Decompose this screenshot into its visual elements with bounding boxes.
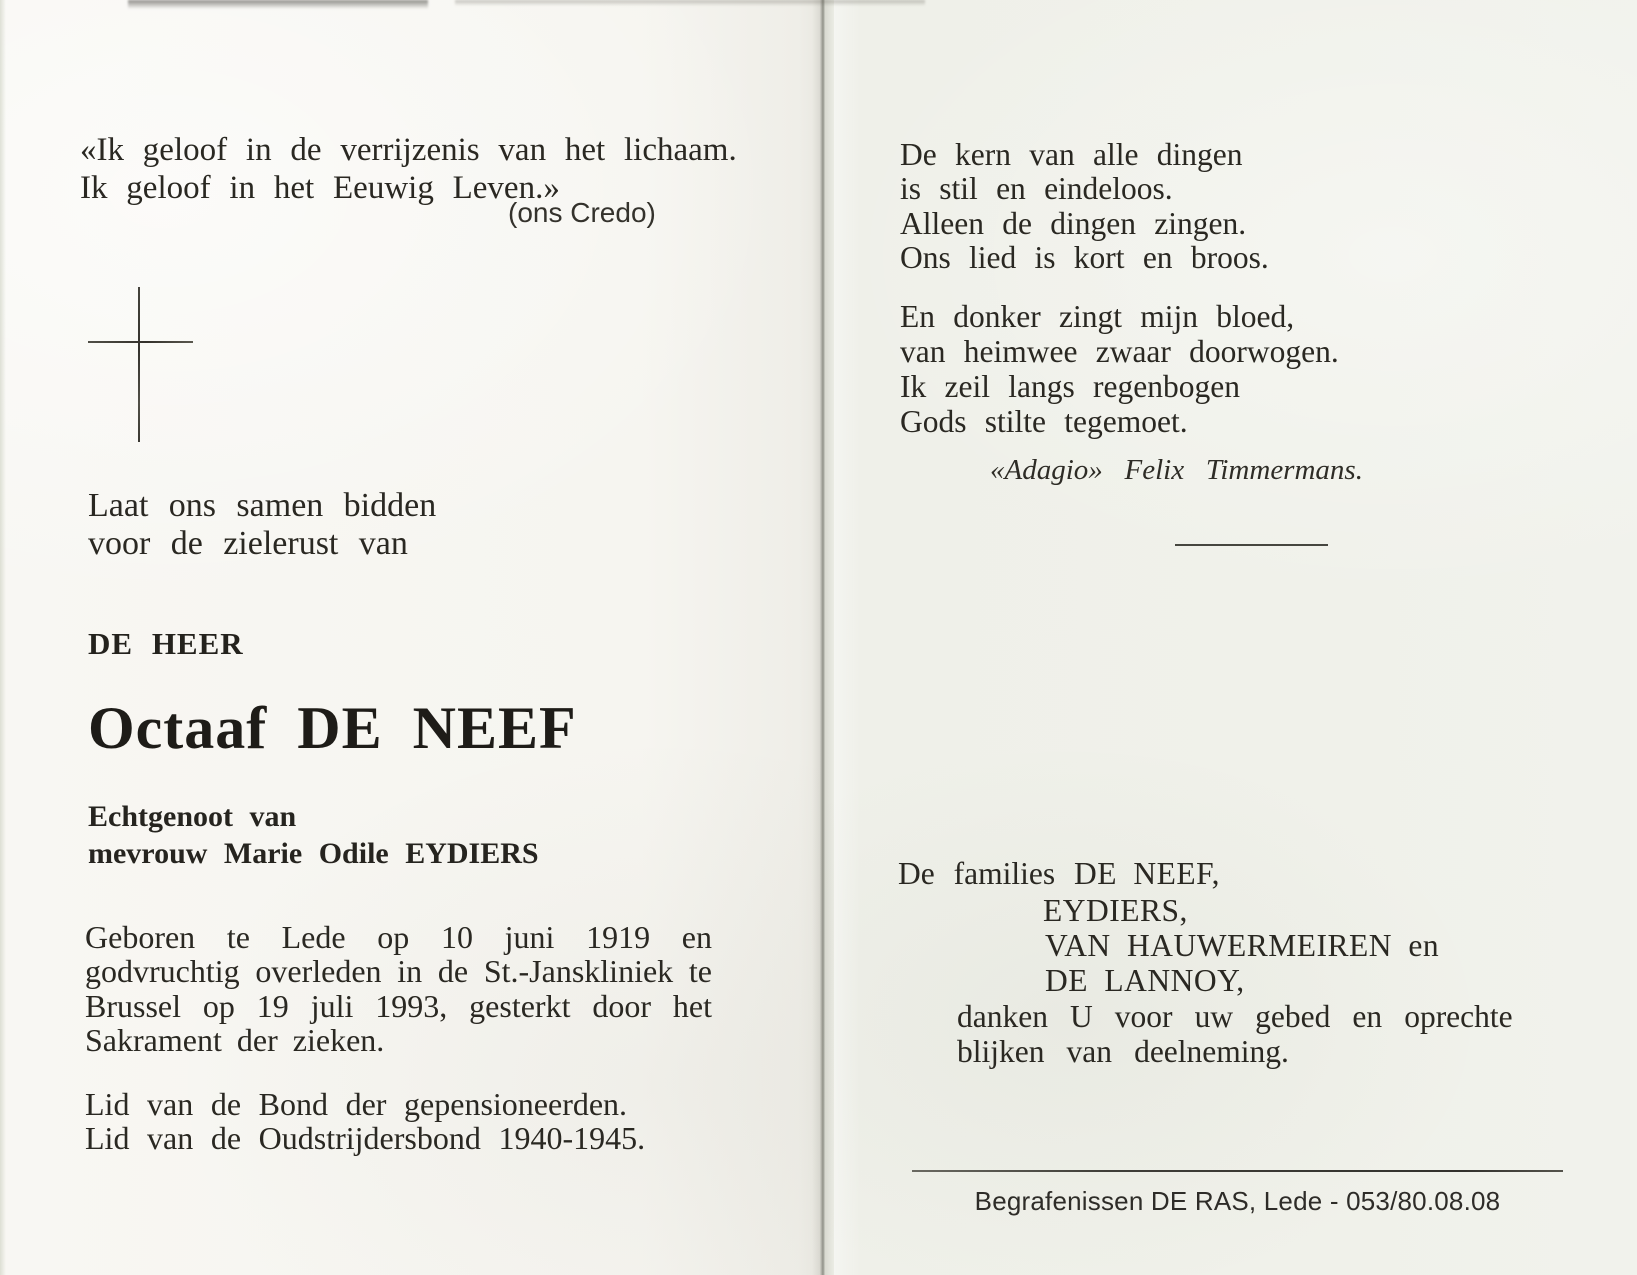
honorific: DE HEER xyxy=(88,626,244,661)
scan-artifact-left-edge xyxy=(0,0,6,1275)
membership-line1: Lid van de Bond der gepensioneerden. xyxy=(85,1086,628,1122)
family-name-4: DE LANNOY, xyxy=(1045,963,1245,998)
poem-line: Gods stilte tegemoet. xyxy=(900,404,1188,439)
prayer-intro-line1: Laat ons samen bidden xyxy=(88,487,437,524)
membership-line2: Lid van de Oudstrijdersbond 1940-1945. xyxy=(85,1119,646,1156)
fold-highlight xyxy=(834,0,860,1275)
poem-line: van heimwee zwaar doorwogen. xyxy=(900,334,1339,369)
credo-quote-line1: «Ik geloof in de verrijzenis van het lichaam. xyxy=(80,132,737,168)
deceased-name: Octaaf DE NEEF xyxy=(88,695,577,761)
families-intro-line xyxy=(898,856,1220,892)
right-page xyxy=(823,0,1637,1275)
biography xyxy=(85,920,712,1057)
memberships xyxy=(85,1088,645,1155)
family-name-1: DE NEEF, xyxy=(1074,856,1220,891)
credo-quote-line2: Ik geloof in het Eeuwig Leven.» xyxy=(80,170,560,206)
thanks-line2: blijken van deelneming. xyxy=(957,1034,1289,1069)
poem-line: Alleen de dingen zingen. xyxy=(900,205,1247,241)
funeral-home-credit: Begrafenissen DE RAS, Lede - 053/80.08.08 xyxy=(974,1186,1501,1216)
credo-quote xyxy=(80,131,737,207)
spouse-block xyxy=(88,799,539,872)
poem-line: is stil en eindeloos. xyxy=(900,171,1173,207)
biography-line1: Geboren te Lede op 10 juni 1919 en xyxy=(85,919,712,955)
thanks-line1: danken U voor uw gebed en oprechte xyxy=(957,999,1513,1034)
poem-attribution: «Adagio» Felix Timmermans. xyxy=(990,454,1363,486)
poem-line: Ik zeil langs regenbogen xyxy=(900,369,1240,404)
poem-line: En donker zingt mijn bloed, xyxy=(900,299,1295,334)
family-name-2: EYDIERS, xyxy=(1043,893,1188,928)
cross-vertical-bar xyxy=(138,287,140,442)
credo-source: (ons Credo) xyxy=(508,197,656,228)
spouse-line2: mevrouw Marie Odile EYDIERS xyxy=(88,836,539,870)
spouse-line1: Echtgenoot van xyxy=(88,800,297,833)
family-name-3: VAN HAUWERMEIREN en xyxy=(1045,928,1440,963)
biography-line4: Sakrament der zieken. xyxy=(85,1021,385,1058)
biography-line3: Brussel op 19 juli 1993, gesterkt door het xyxy=(85,987,712,1024)
poem-stanza-1 xyxy=(900,138,1269,276)
scan-artifact-top-left xyxy=(128,0,428,9)
biography-line2: godvruchtig overleden in de St.-Janskliniek te xyxy=(85,953,712,990)
cross-horizontal-bar xyxy=(88,341,193,343)
prayer-intro xyxy=(88,487,436,562)
footer-rule xyxy=(912,1170,1563,1172)
poem-line: Ons lied is kort en broos. xyxy=(900,240,1269,276)
divider-line xyxy=(1175,544,1328,546)
poem-line: De kern van alle dingen xyxy=(900,137,1243,172)
families-intro: De families xyxy=(898,856,1056,891)
poem-stanza-2 xyxy=(900,299,1339,439)
scan-artifact-top-center xyxy=(455,0,925,6)
fold-crease xyxy=(812,0,834,1275)
prayer-intro-line2: voor de zielerust van xyxy=(88,524,408,562)
cross-icon xyxy=(80,280,210,450)
